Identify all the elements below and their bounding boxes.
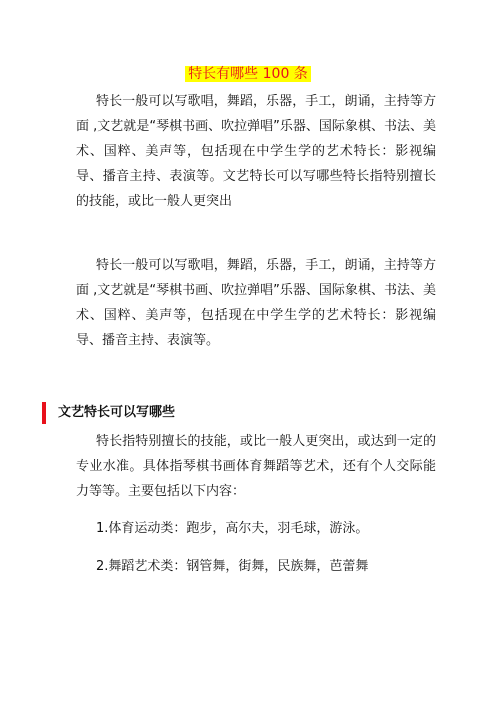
document-title-text: 特长有哪些 100 条 [185,66,311,82]
list-item: 2.舞蹈艺术类：钢管舞，街舞，民族舞，芭蕾舞 [96,559,369,574]
section-heading-bar [42,402,46,424]
document-title [0,64,496,84]
section-heading-text: 文艺特长可以写哪些 [58,405,176,420]
paragraph-intro: 特长一般可以写歌唱，舞蹈，乐器，手工，朗诵，主持等方面 ,文艺就是“琴棋书画、吹拉弹唱”乐器、国际象棋、书法、美术、国粹、美声等，包括现在中学生学的艺术特长：影视编导、播音主持、表演等。文艺特长可以写哪些特长指特别擅长的技能，或比一般人更突出 [76,94,436,209]
paragraph-repeat: 特长一般可以写歌唱，舞蹈，乐器，手工，朗诵，主持等方面 ,文艺就是“琴棋书画、吹拉弹唱”乐器、国际象棋、书法、美术、国粹、美声等，包括现在中学生学的艺术特长：影视编导、播音主持、表演等。 [76,258,436,348]
section-heading [42,402,175,424]
paragraph-definition: 特长指特别擅长的技能，或比一般人更突出，或达到一定的专业水准。具体指琴棋书画体育舞蹈等艺术，还有个人交际能力等等。主要包括以下内容： [76,434,436,499]
list-item: 1.体育运动类：跑步，高尔夫，羽毛球，游泳。 [96,521,369,536]
